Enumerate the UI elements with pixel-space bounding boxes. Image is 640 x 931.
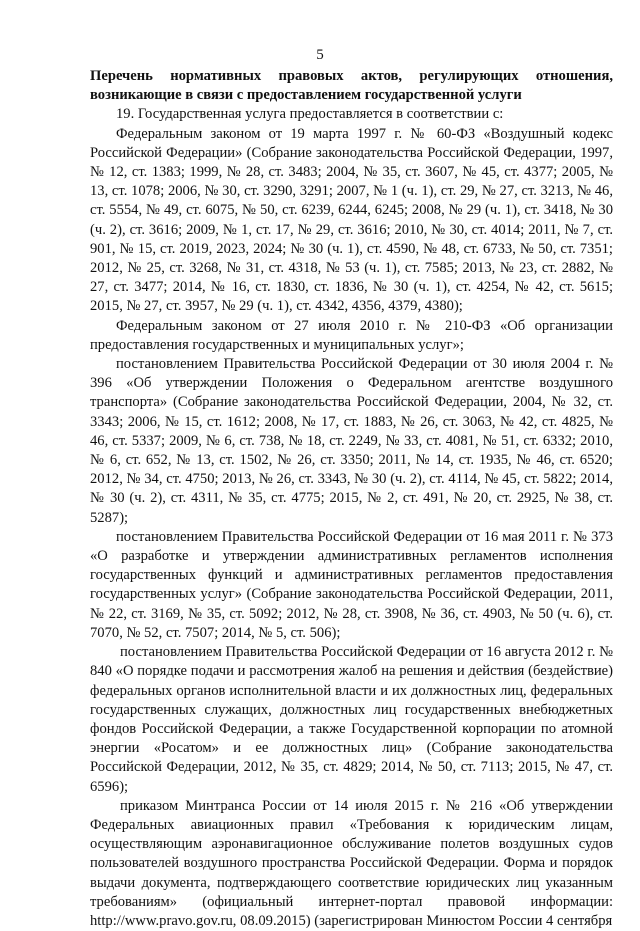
page-number: 5 — [316, 47, 324, 63]
paragraph-resolution-373: постановлением Правительства Российской Федерации от 16 мая 2011 г. № 373 «О разработке и утверждении административных регламентов исполнения государственных функций и административных регламентов предоставления государственных услуг» (Собрание законодательства Российской Федерации, 2011, № 22, ст. 3169, № 35, ст. 5092; 2012, № 28, ст. 3908, № 36, ст. 4903, № 50 (ч. 6), ст. 7070, № 52, ст. 7507; 2014, № 5, ст. 506); — [90, 528, 613, 641]
paragraph-resolution-396: постановлением Правительства Российской Федерации от 30 июля 2004 г. № 396 «Об утверждении Положения о Федеральном агентстве воздушного транспорта» (Собрание законодательства Российской Федерации, 2004, № 32, ст. 3343; 2006, № 15, ст. 1612; 2008, № 17, ст. 1883, № 26, ст. 3063, № 42, ст. 4825, № 46, ст. 5337; 2009, № 6, ст. 738, № 18, ст. 2249, № 33, ст. 4081, № 51, ст. 6332; 2010, № 6, ст. 652, № 13, ст. 1502, № 26, ст. 3350; 2011, № 14, ст. 1935, № 46, ст. 6520; 2012, № 34, ст. 4750; 2013, № 26, ст. 3343, № 30 (ч. 2), ст. 4114, № 45, ст. 5822; 2014, № 30 (ч. 2), ст. 4311, № 35, ст. 4775; 2015, № 2, ст. 491, № 20, ст. 2925, № 38, ст. 5287); — [90, 356, 613, 526]
paragraph-air-code: Федеральным законом от 19 марта 1997 г. № 60-ФЗ «Воздушный кодекс Российской Федерации» (Собрание законодательства Российской Федерации, 1997, № 12, ст. 1383; 1999, № 28, ст. 3483; 2004, № 35, ст. 3607, № 45, ст. 4377; 2005, № 13, ст. 1078; 2006, № 30, ст. 3290, 3291; 2007, № 1 (ч. 1), ст. 29, № 27, ст. 3213, № 46, ст. 5554, № 49, ст. 6075, № 50, ст. 6239, 6244, 6245; 2008, № 29 (ч. 1), ст. 3418, № 30 (ч. 2), ст. 3616; 2009, № 1, ст. 17, № 29, ст. 3616; 2010, № 30, ст. 4014; 2011, № 7, ст. 901, № 15, ст. 2019, 2023, 2024; № 30 (ч. 1), ст. 4590, № 48, ст. 6733, № 50, ст. 7351; 2012, № 25, ст. 3268, № 31, ст. 4318, № 53 (ч. 1), ст. 7585; 2013, № 23, ст. 2882, № 27, ст. 3477; 2014, № 16, ст. 1830, ст. 1836, № 30 (ч. 1), ст. 4254, № 42, ст. 5615; 2015, № 27, ст. 3957, № 29 (ч. 1), ст. 4342, 4356, 4379, 4380); — [90, 125, 613, 315]
paragraph-clause-19: 19. Государственная услуга предоставляется в соответствии с: — [116, 106, 504, 123]
paragraph-order-216: приказом Минтранса России от 14 июля 2015 г. № 216 «Об утверждении Федеральных авиационных правил «Требования к юридическим лицам, осуществляющим аэронавигационное обслуживание полетов воздушных судов пользователей воздушного пространства Российской Федерации. Форма и порядок выдачи документа, подтверждающего соответствие юридических лиц указанным требованиям» (официальный интернет-портал правовой информации: http://www.pravo.gov.ru, 08.09.2015) (зарегистрирован Минюстом России 4 сентября — [90, 797, 613, 929]
section-heading: Перечень нормативных правовых актов, регулирующих отношения, возникающие в связи с предоставлением государственной услуги — [90, 68, 613, 104]
paragraph-law-210: Федеральным законом от 27 июля 2010 г. № 210-ФЗ «Об организации предоставления государственных и муниципальных услуг»; — [90, 317, 613, 353]
document-body — [90, 67, 613, 931]
paragraph-resolution-840: постановлением Правительства Российской Федерации от 16 августа 2012 г. № 840 «О порядке подачи и рассмотрения жалоб на решения и действия (бездействие) федеральных органов исполнительной власти и их должностных лиц, федеральных государственных служащих, должностных лиц государственных внебюджетных фондов Российской Федерации, а также Государственной корпорации по атомной энергии «Росатом» и ее должностных лиц» (Собрание законодательства Российской Федерации, 2012, № 35, ст. 4829; 2014, № 50, ст. 7113; 2015, № 47, ст. 6596); — [90, 644, 613, 795]
